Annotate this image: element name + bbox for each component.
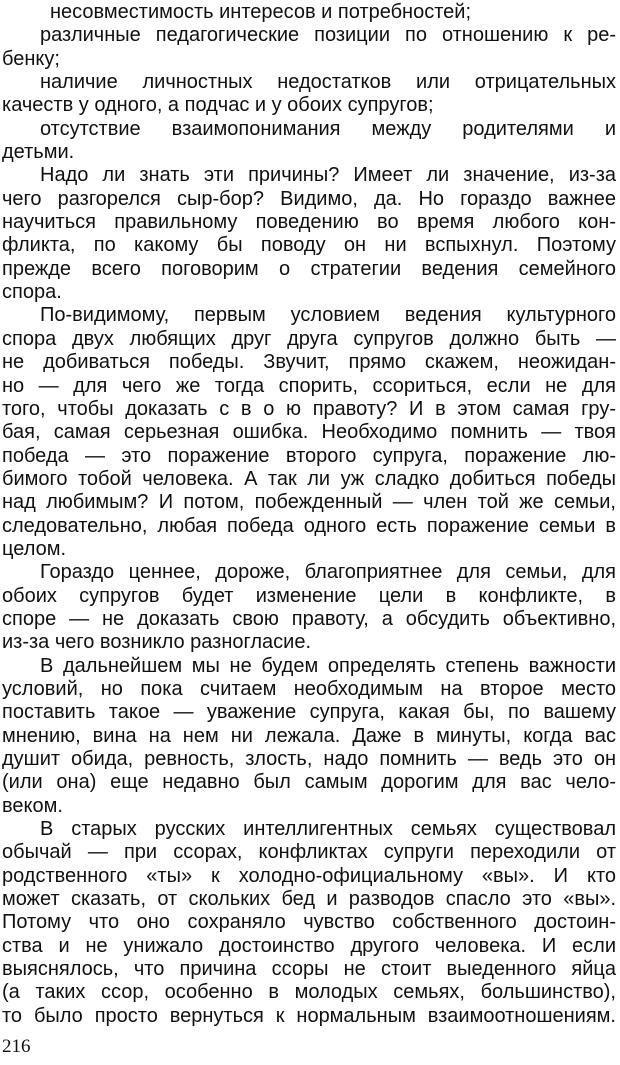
text-line: бенку; <box>2 47 60 70</box>
text-line: бимого тобой человека. А так ли уж сладко добиться победы <box>2 467 616 490</box>
text-line: но — для чего же тогда спорить, ссориться, если не для <box>2 374 616 397</box>
text-line: поставить такое — уважение супруга, какая бы, по вашему <box>2 701 616 724</box>
text-line: (или она) еще недавно был самым дорогим для вас чело- <box>2 771 616 794</box>
text-line: не добиваться победы. Звучит, прямо скажем, неожидан- <box>2 351 616 374</box>
text-line: обоих супругов будет изменение цели в конфликте, в <box>2 584 616 607</box>
text-line: детьми. <box>2 141 75 164</box>
text-line: следовательно, любая победа одного есть поражение семьи в <box>2 514 616 537</box>
text-line: наличие личностных недостатков или отрицательных <box>40 71 616 94</box>
text-line: чего разгорелся сыр-бор? Видимо, да. Но гораздо важнее <box>2 187 616 210</box>
text-line: веком. <box>2 794 63 817</box>
text-line: научиться правильному поведению во время любого кон- <box>2 211 616 234</box>
text-line: обычай — при ссорах, конфликтах супруги переходили от <box>2 841 616 864</box>
text-line: то было просто вернуться к нормальным взаимоотношениям. <box>2 1004 616 1027</box>
text-line: различные педагогические позиции по отношению к ре- <box>40 24 616 47</box>
text-line: душит обида, ревность, злость, надо помнить — ведь это он <box>2 748 616 770</box>
text-line: ства и не унижало достоинство другого человека. И если <box>2 934 616 957</box>
text-line: мнению, вина на нем ни лежала. Даже в минуты, когда вас <box>2 724 616 747</box>
text-line: целом. <box>2 537 67 560</box>
text-line: условий, но пока считаем необходимым на второе место <box>2 677 616 700</box>
text-line: фликта, по какому бы поводу он ни вспыхнул. Поэтому <box>2 234 616 257</box>
text-line: несовместимость интересов и потребностей; <box>50 1 472 23</box>
page-number: 216 <box>2 1036 31 1057</box>
text-line: Потому что оно сохраняло чувство собственного достоин- <box>2 911 616 934</box>
text-line: качеств у одного, а подчас и у обоих супругов; <box>2 94 434 117</box>
text-line: В старых русских интеллигентных семьях существовал <box>40 818 616 841</box>
text-line: спора двух любящих друг друга супругов должно быть — <box>2 327 616 350</box>
text-line: победа — это поражение второго супруга, поражение лю- <box>2 444 616 467</box>
text-line: над любимым? И потом, побежденный — член той же семьи, <box>2 491 616 514</box>
text-line: может сказать, от скольких бед и разводов спасло это «вы». <box>2 888 616 911</box>
text-line: В дальнейшем мы не будем определять степень важности <box>40 654 616 677</box>
text-line: (а таких ссор, особенно в молодых семьях, большинство), <box>2 981 616 1004</box>
text-line: отсутствие взаимопонимания между родителями и <box>40 117 616 140</box>
text-line: прежде всего поговорим о стратегии ведения семейного <box>2 257 616 280</box>
text-line: того, чтобы доказать с в о ю правоту? И в этом самая гру- <box>2 397 616 420</box>
text-line: из-за чего возникло разногласие. <box>2 631 312 654</box>
text-line: родственного «ты» к холодно-официальному «вы». И кто <box>2 864 616 887</box>
text-line: выяснялось, что причина ссоры не стоит выеденного яйца <box>2 958 616 981</box>
text-line: спора. <box>2 281 62 304</box>
text-line: По-видимому, первым условием ведения культурного <box>40 304 616 327</box>
text-line: Надо ли знать эти причины? Имеет ли значение, из-за <box>40 164 616 187</box>
page-text <box>2 1 616 1028</box>
text-line: Гораздо ценнее, дороже, благоприятнее для семьи, для <box>40 561 616 584</box>
text-line: споре — не доказать свою правоту, а обсудить объективно, <box>2 607 616 630</box>
text-line: бая, самая серьезная ошибка. Необходимо помнить — твоя <box>2 421 616 444</box>
